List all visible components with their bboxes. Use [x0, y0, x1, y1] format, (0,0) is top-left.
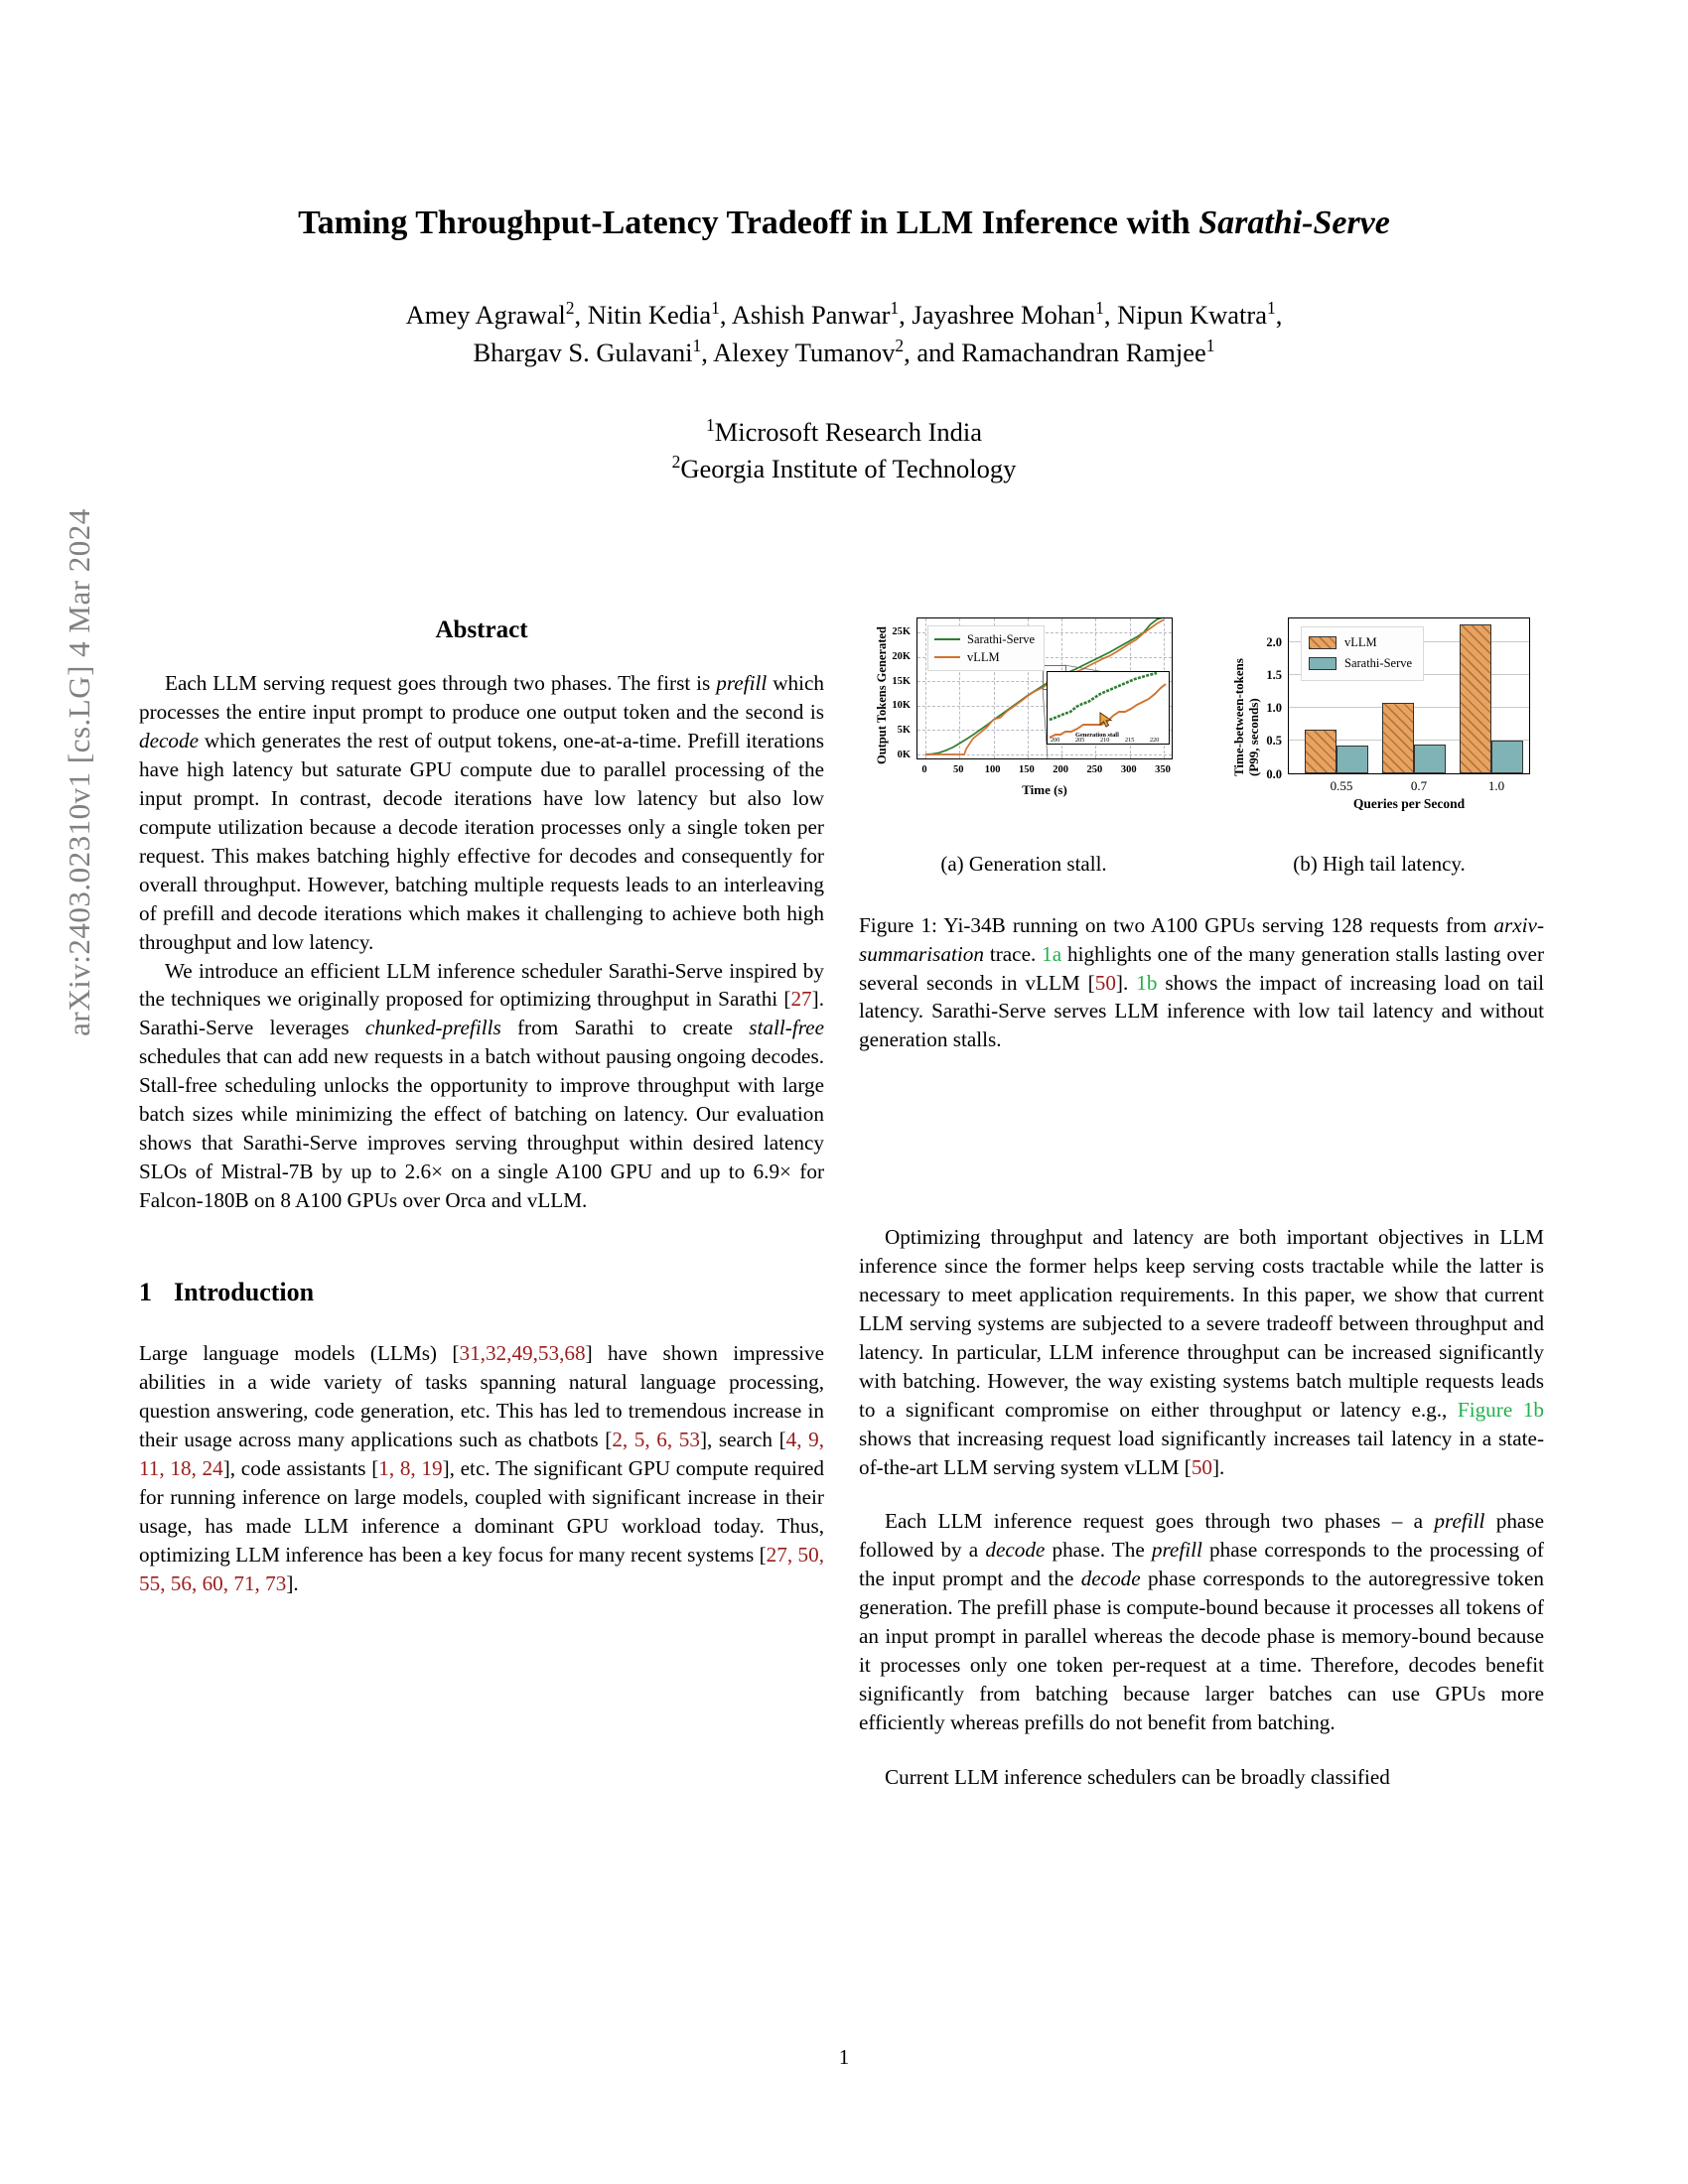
figure-1: [859, 606, 1545, 1052]
legend-label-sarathi: Sarathi-Serve: [967, 632, 1036, 646]
bar-sarathi-1.0: [1491, 741, 1523, 773]
chart-b-y-axis-label: Time-between-tokens (P99, seconds): [1231, 658, 1261, 776]
figure-1b-subcaption: (b) High tail latency.: [1293, 852, 1466, 876]
citation-link[interactable]: 4, 9, 11, 18, 24: [139, 1428, 825, 1481]
legend-label-sarathi: Sarathi-Serve: [1344, 656, 1413, 671]
abstract-p2-part-d: schedules that can add new requests in a batch without pausing ongoing decodes. Stall-free scheduling unlocks the opportunity to improve throughput with large batch sizes while minimizing the effect of batching on latency. Our evaluation shows that Sarathi-Serve improves serving throughput within desired latency SLOs of Mistral-7B by up to 2.6× on a single A100 GPU and up to 6.9× for Falcon-180B on 8 A100 GPUs over Orca and vLLM.: [139, 1044, 824, 1212]
legend-entry-sarathi: [934, 630, 1035, 648]
chart-b-x-axis-label: Queries per Second: [1352, 796, 1466, 811]
page-title: [139, 204, 1549, 244]
right-p2-part-e: phase corresponds to the autoregressive token generation. The prefill phase is compute-bound because it processes all tokens of an input prompt in parallel whereas the decode phase is memory-bound because it processes only one token per-request at a time. Therefore, decodes benefit significantly from batching because larger batches can use GPUs more efficiently whereas prefills do not benefit from batching.: [859, 1567, 1544, 1734]
citation-link[interactable]: 50: [1094, 970, 1116, 995]
page-number: 1: [838, 2045, 850, 2069]
title-main: Taming Throughput-Latency Tradeoff in LLM Inference with: [298, 205, 1199, 241]
chart-b-xtick: 1.0: [1487, 778, 1505, 793]
legend-label-vllm: vLLM: [1344, 635, 1377, 649]
abstract-p1-part-a: Each LLM serving request goes through two phases. The first is: [165, 671, 717, 696]
charts-row: [859, 606, 1544, 842]
chart-a-ytick: 0K: [897, 749, 911, 760]
citation-link[interactable]: 31,32,49,53,68: [459, 1341, 586, 1366]
arxiv-identifier-stamp: arXiv:2403.02310v1 [cs.LG] 4 Mar 2024: [62, 508, 96, 1036]
inset-xtick: 200: [1051, 737, 1060, 744]
chart-a-xtick: 50: [953, 764, 964, 775]
affiliation-2: [139, 451, 1549, 488]
chart-a-inset-annotation: Generation stall: [1075, 732, 1119, 739]
title-block: [139, 204, 1549, 488]
right-p2-part-c: phase. The: [1045, 1538, 1152, 1563]
intro-p1-part-e: ], etc. The significant GPU compute required for running inference on large models, coupled with significant increase in their usage, has made LLM inference a dominant GPU workload today. Thus, optimizing LLM inference has been a key focus for many recent systems [: [139, 1456, 824, 1567]
chart-b-xtick: 0.7: [1410, 778, 1428, 793]
legend-swatch-sarathi: [1309, 657, 1336, 670]
chart-a-xtick: 100: [984, 764, 1001, 775]
section-number: 1: [139, 1277, 152, 1306]
citation-link[interactable]: 2, 5, 6, 53: [612, 1428, 700, 1452]
affiliation-2-marker: 2: [671, 452, 681, 473]
figure-caption-part-c: highlights one of the many generation stalls lasting over several seconds in vLLM [: [859, 941, 1545, 995]
legend-swatch-vllm: [1309, 636, 1336, 649]
bar-vllm-0.7: [1382, 703, 1414, 773]
right-column: [859, 1223, 1544, 1792]
legend-swatch-vllm: [934, 656, 960, 658]
abstract-paragraph-2: [139, 957, 824, 1215]
chart-a-ytick: 15K: [892, 675, 911, 687]
author-list: [139, 296, 1549, 372]
chart-a-xtick: 300: [1120, 764, 1137, 775]
bar-vllm-1.0: [1460, 624, 1491, 773]
chart-a-ytick: 10K: [892, 700, 911, 712]
citation-link[interactable]: 50: [1191, 1454, 1212, 1479]
inset-xtick: 215: [1125, 737, 1135, 744]
section-heading-introduction: [139, 1275, 824, 1309]
term-chunked-prefills: chunked-prefills: [364, 1016, 501, 1040]
right-paragraph-3: Current LLM inference schedulers can be broadly classified: [885, 1764, 1390, 1789]
chart-a-xtick: 200: [1053, 764, 1068, 775]
figure-ref-link-1a[interactable]: 1a: [1042, 941, 1062, 966]
chart-a-ytick: 25K: [892, 626, 911, 638]
right-p2-part-a: Each LLM inference request goes through two phases – a: [885, 1509, 1435, 1534]
affiliation-1-label: Microsoft Research India: [714, 416, 983, 447]
chart-a-xtick: 150: [1019, 764, 1035, 775]
citation-link[interactable]: 27, 50, 55, 56, 60, 71, 73: [139, 1542, 825, 1595]
abstract-p2-part-c: from Sarathi to create: [500, 1016, 750, 1040]
intro-p1-part-a: Large language models (LLMs) [: [139, 1341, 460, 1366]
term-stall-free: stall-free: [749, 1016, 824, 1040]
right-p2-part-b: phase followed by a: [859, 1509, 1544, 1563]
intro-paragraph-1: [139, 1339, 824, 1597]
chart-b-ytick: 0.0: [1266, 766, 1282, 781]
chart-b-ytick: 2.0: [1266, 634, 1282, 649]
figure-caption-trace-name: arxiv-summarisation: [859, 913, 1544, 966]
chart-a-ytick: 20K: [892, 651, 911, 663]
right-p1-part-c: ].: [1212, 1454, 1225, 1479]
figure-caption-part-d: ].: [1115, 970, 1137, 995]
abstract-p1-part-b: which processes the entire input prompt to produce one output token and the second is: [139, 671, 824, 725]
right-p2-part-d: phase corresponds to the processing of the input prompt and the: [859, 1538, 1544, 1591]
figure-1a-subcaption: (a) Generation stall.: [940, 852, 1107, 876]
bar-sarathi-0.55: [1336, 746, 1368, 773]
figure-ref-link-1b[interactable]: 1b: [1136, 970, 1158, 995]
figure-ref-link-1b[interactable]: Figure 1b: [1457, 1397, 1545, 1422]
affiliation-1-marker: 1: [705, 414, 715, 435]
chart-a-y-axis-label: Output Tokens Generated: [875, 626, 889, 764]
chart-high-tail-latency: [1214, 606, 1544, 842]
figure-caption-part-e: shows the impact of increasing load on tail latency. Sarathi-Serve serves LLM inference with low tail latency and without generation stalls.: [859, 970, 1544, 1052]
right-paragraph-2: [859, 1507, 1544, 1737]
intro-p1-part-f: ].: [286, 1570, 299, 1595]
chart-b-legend: [1301, 626, 1424, 681]
title-italic: Sarathi-Serve: [1198, 205, 1390, 241]
figure-caption-part-b: trace.: [983, 941, 1043, 966]
bar-vllm-0.55: [1305, 730, 1336, 773]
term-prefill: prefill: [1434, 1509, 1485, 1534]
inset-xtick: 205: [1075, 737, 1085, 744]
section-title: Introduction: [174, 1277, 315, 1306]
chart-a-x-axis-label: Time (s): [1022, 782, 1067, 797]
chart-b-xtick: 0.55: [1330, 778, 1353, 793]
abstract-paragraph-1: [139, 669, 824, 956]
right-p1-part-b: shows that increasing request load significantly increases tail latency in a state-of-the-art LLM serving system vLLM [: [859, 1426, 1544, 1479]
affiliation-1: [139, 414, 1549, 452]
chart-a-xtick: 0: [921, 764, 927, 775]
chart-generation-stall: [859, 606, 1189, 842]
legend-entry-sarathi: [1309, 653, 1412, 674]
affiliation-list: [139, 414, 1549, 488]
term-decode: decode: [1080, 1567, 1141, 1591]
chart-b-ytick: 1.0: [1266, 701, 1282, 716]
bar-sarathi-0.7: [1414, 745, 1446, 774]
figure-caption-part-a: Figure 1: Yi-34B running on two A100 GPUs serving 128 requests from: [859, 913, 1494, 937]
legend-swatch-sarathi: [934, 638, 960, 640]
legend-entry-vllm: [1309, 632, 1412, 653]
term-prefill: prefill: [1151, 1538, 1202, 1563]
affiliation-2-label: Georgia Institute of Technology: [680, 454, 1017, 484]
chart-b-ytick: 0.5: [1266, 734, 1282, 749]
term-decode: decode: [985, 1538, 1046, 1563]
inset-xtick: 210: [1100, 737, 1110, 744]
abstract-p1-part-c: which generates the rest of output tokens, one-at-a-time. Prefill iterations have high latency but saturate GPU compute due to parallel processing of the input prompt. In contrast, decode iterations have low latency but also low compute utilization because a decode iteration processes only a single token per request. This makes batching highly effective for decodes and consequently for overall throughput. However, batching multiple requests leads to an interleaving of prefill and decode iterations which makes it challenging to achieve both high throughput and low latency.: [139, 729, 824, 954]
abstract-heading: Abstract: [435, 616, 528, 643]
chart-a-plot-area: [916, 617, 1173, 759]
chart-a-ytick: 5K: [897, 725, 911, 736]
chart-a-legend: [927, 625, 1045, 671]
author-line-2: Bhargav S. Gulavani$^1$, Alexey Tumanov$^2$, and Ramachandran Ramjee$^1$: [473, 336, 1215, 368]
chart-b-plot-area: [1288, 617, 1530, 774]
term-decode: decode: [139, 729, 199, 752]
abstract-p2-part-b: ]. Sarathi-Serve leverages: [139, 987, 824, 1040]
right-paragraph-1: [859, 1223, 1544, 1481]
intro-p1-part-d: ], code assistants [: [222, 1456, 379, 1481]
intro-p1-part-c: ], search [: [699, 1428, 786, 1452]
abstract-p2-part-a: We introduce an efficient LLM inference scheduler Sarathi-Serve inspired by the techniques we originally proposed for optimizing throughput in Sarathi [: [139, 958, 824, 1012]
figure-1-caption: [859, 911, 1544, 1054]
legend-entry-vllm: [934, 648, 1035, 666]
term-prefill: prefill: [716, 671, 768, 696]
cursor-arrow-icon: [1099, 712, 1113, 728]
legend-label-vllm: vLLM: [967, 650, 1000, 665]
chart-a-xtick: 350: [1155, 764, 1171, 775]
chart-a-xtick: 250: [1086, 764, 1103, 775]
citation-link[interactable]: 1, 8, 19: [378, 1456, 443, 1481]
author-line-1: Amey Agrawal$^2$, Nitin Kedia$^1$, Ashish Panwar$^1$, Jayashree Mohan$^1$, Nipun Kwatra$^1$,: [405, 297, 1283, 330]
chart-b-ytick: 1.5: [1266, 667, 1282, 682]
right-p1-part-a: Optimizing throughput and latency are both important objectives in LLM inference since the former helps keep serving costs tractable while the latter is necessary to meet application requirements. In this paper, we show that current LLM serving systems are subjected to a severe tradeoff between throughput and latency. In particular, LLM inference throughput can be increased significantly with batching. However, the way existing systems batch multiple requests leads to a significant compromise on either throughput or latency e.g.,: [859, 1225, 1544, 1422]
intro-p1-part-b: ] have shown impressive abilities in a wide variety of tasks spanning natural language processing, question answering, code generation, etc. This has led to tremendous increase in their usage across many applications such as chatbots [: [139, 1341, 824, 1452]
chart-a-inset: [1047, 671, 1170, 745]
citation-link[interactable]: 27: [790, 987, 812, 1012]
inset-xtick: 220: [1150, 737, 1160, 744]
left-column: [139, 614, 824, 1598]
